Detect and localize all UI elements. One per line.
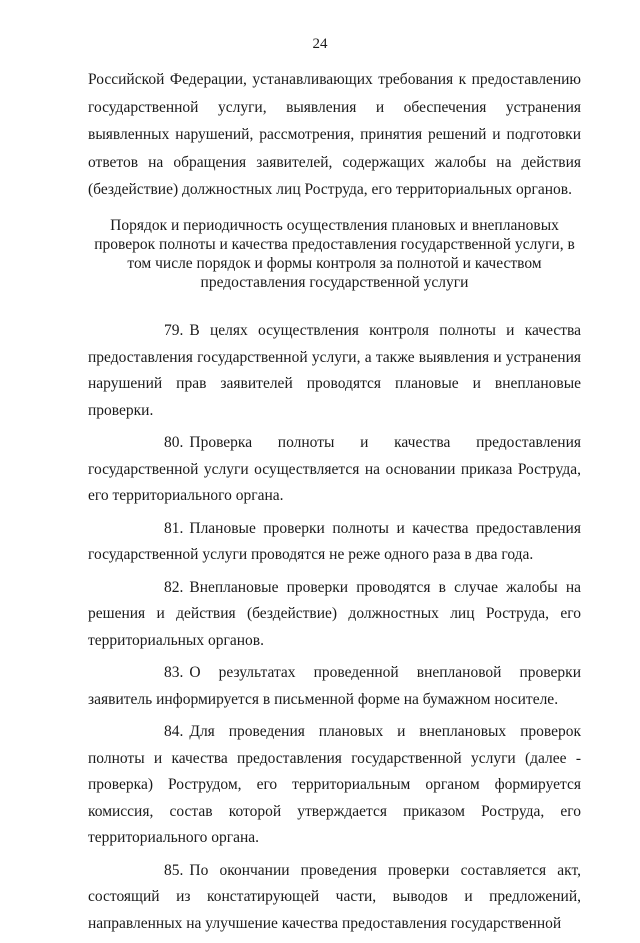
paragraph-79 [88, 318, 581, 424]
page-number: 24 [312, 36, 328, 52]
paragraph-number: 81. [164, 519, 184, 537]
paragraph-text: По окончании проведения проверки составляется акт, состоящий из констатирующей части, выводов и предложений, направленных на улучшение качества предоставления государственной [88, 861, 581, 932]
numbered-paragraphs [88, 318, 581, 943]
paragraph-number: 84. [164, 723, 184, 740]
paragraph-81 [88, 516, 581, 569]
paragraph-text: Проверка полноты и качества предоставления государственной услуги осуществляется на основании приказа Роструда, его территориального органа. [88, 434, 581, 504]
paragraph-number: 80. [164, 434, 184, 451]
paragraph-82 [88, 575, 581, 655]
section-heading: Порядок и периодичность осуществления плановых и внеплановых проверок полноты и качества предоставления государственной услуги, в том числе порядок и формы контроля за полнотой и качеством предоставления государственной услуги [94, 217, 575, 291]
paragraph-84 [88, 719, 581, 852]
paragraph-text: В целях осуществления контроля полноты и качества предоставления государственной услуги, а также выявления и устранения нарушений прав заявителей проводятся плановые и внеплановые проверки. [88, 322, 581, 419]
paragraph-number: 85. [164, 861, 184, 879]
paragraph-text: Внеплановые проверки проводятся в случае жалобы на решения и действия (бездействие) должностных лиц Роструда, его территориальных органов. [88, 578, 581, 649]
paragraph-text: Плановые проверки полноты и качества предоставления государственной услуги проводятся не реже одного раза в два года. [88, 519, 581, 563]
intro-paragraph: Российской Федерации, устанавливающих требования к предоставлению государственной услуги, выявления и обеспечения устранения выявленных нарушений, рассмотрения, принятия решений и подготовки ответов на обращения заявителей, содержащих жалобы на действия (бездействие) должностных лиц Роструда, его территориальных органов. [88, 71, 581, 198]
paragraph-number: 79. [164, 322, 184, 339]
paragraph-text: О результатах проведенной внеплановой проверки заявитель информируется в письменной форме на бумажном носителе. [88, 664, 581, 708]
paragraph-85 [88, 858, 581, 938]
paragraph-number: 82. [164, 578, 184, 596]
paragraph-80 [88, 430, 581, 510]
paragraph-83 [88, 660, 581, 713]
paragraph-number: 83. [164, 664, 184, 681]
paragraph-text: Для проведения плановых и внеплановых проверок полноты и качества предоставления государственной услуги (далее - проверка) Рострудом, его территориальным органом формируется комиссия, состав которой утверждается приказом Роструда, его территориального органа. [88, 723, 581, 846]
